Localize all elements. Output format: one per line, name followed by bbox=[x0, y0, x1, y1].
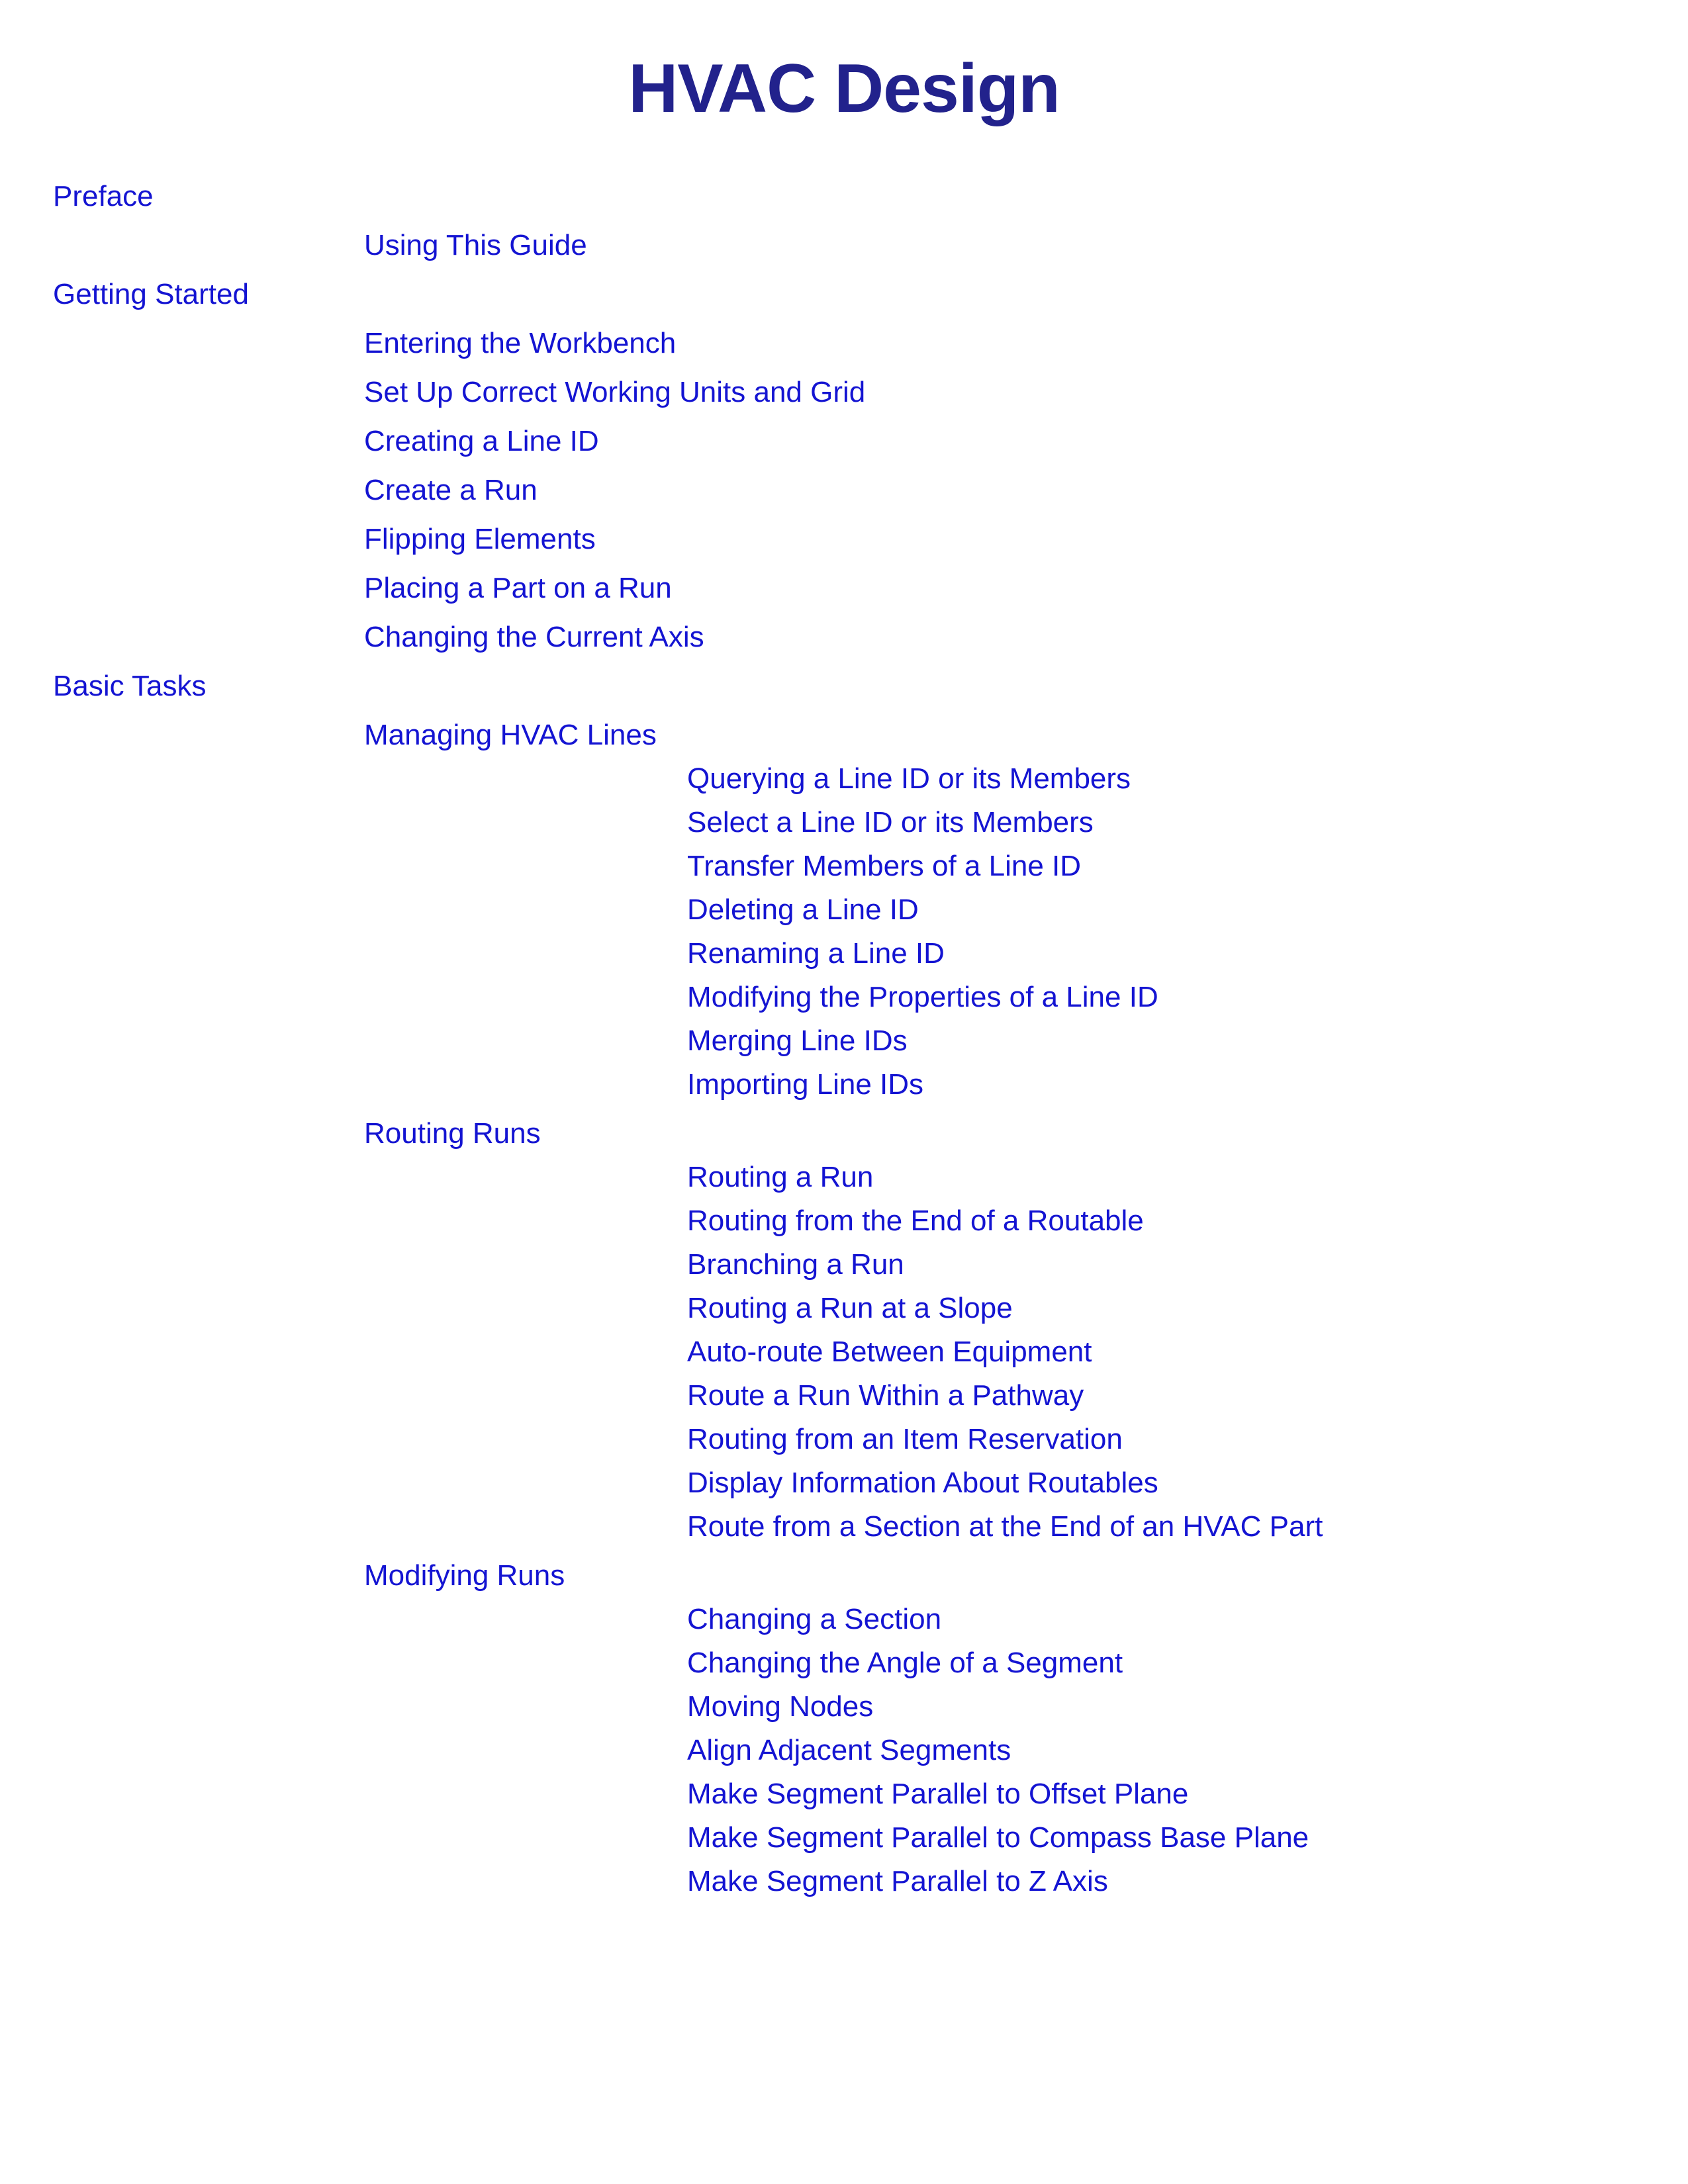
toc-row bbox=[53, 927, 1635, 971]
table-of-contents bbox=[53, 165, 1635, 1899]
toc-link[interactable]: Make Segment Parallel to Z Axis bbox=[687, 1865, 1108, 1898]
toc-link[interactable]: Route a Run Within a Pathway bbox=[687, 1379, 1084, 1412]
toc-link[interactable]: Create a Run bbox=[364, 474, 538, 507]
toc-link[interactable]: Basic Tasks bbox=[53, 670, 207, 703]
toc-link[interactable]: Routing a Run at a Slope bbox=[687, 1292, 1013, 1325]
toc-row bbox=[53, 752, 1635, 796]
toc-row bbox=[53, 1195, 1635, 1238]
toc-row bbox=[53, 1238, 1635, 1282]
toc-link[interactable]: Flipping Elements bbox=[364, 523, 596, 556]
toc-row bbox=[53, 1369, 1635, 1413]
toc-row bbox=[53, 1326, 1635, 1369]
toc-row bbox=[53, 606, 1635, 655]
toc-link[interactable]: Placing a Part on a Run bbox=[364, 572, 672, 605]
toc-row bbox=[53, 1811, 1635, 1855]
toc-link[interactable]: Moving Nodes bbox=[687, 1690, 874, 1723]
toc-link[interactable]: Transfer Members of a Line ID bbox=[687, 850, 1082, 883]
toc-row bbox=[53, 1500, 1635, 1544]
toc-link[interactable]: Entering the Workbench bbox=[364, 327, 677, 360]
toc-link[interactable]: Importing Line IDs bbox=[687, 1068, 924, 1101]
toc-link[interactable]: Select a Line ID or its Members bbox=[687, 806, 1094, 839]
toc-link[interactable]: Routing Runs bbox=[364, 1117, 541, 1150]
toc-row bbox=[53, 1637, 1635, 1680]
toc-row bbox=[53, 1680, 1635, 1724]
page-title: HVAC Design bbox=[628, 50, 1060, 127]
toc-link[interactable]: Creating a Line ID bbox=[364, 425, 599, 458]
toc-link[interactable]: Routing from an Item Reservation bbox=[687, 1423, 1123, 1456]
toc-row bbox=[53, 508, 1635, 557]
toc-row bbox=[53, 1855, 1635, 1899]
toc-row bbox=[53, 312, 1635, 361]
toc-row bbox=[53, 704, 1635, 752]
toc-link[interactable]: Route from a Section at the End of an HVAC Part bbox=[687, 1510, 1323, 1543]
toc-row bbox=[53, 1102, 1635, 1151]
toc-row bbox=[53, 1058, 1635, 1102]
toc-link[interactable]: Changing the Angle of a Segment bbox=[687, 1647, 1123, 1680]
toc-link[interactable]: Querying a Line ID or its Members bbox=[687, 762, 1131, 796]
toc-link[interactable]: Set Up Correct Working Units and Grid bbox=[364, 376, 866, 409]
toc-link[interactable]: Routing a Run bbox=[687, 1161, 874, 1194]
toc-row bbox=[53, 1544, 1635, 1593]
toc-row bbox=[53, 1457, 1635, 1500]
toc-row bbox=[53, 214, 1635, 263]
toc-link[interactable]: Routing from the End of a Routable bbox=[687, 1205, 1144, 1238]
toc-row bbox=[53, 557, 1635, 606]
toc-link[interactable]: Align Adjacent Segments bbox=[687, 1734, 1011, 1767]
toc-row bbox=[53, 655, 1635, 704]
toc-row bbox=[53, 971, 1635, 1015]
toc-row bbox=[53, 1724, 1635, 1768]
toc-link[interactable]: Make Segment Parallel to Offset Plane bbox=[687, 1778, 1189, 1811]
toc-link[interactable]: Make Segment Parallel to Compass Base Plane bbox=[687, 1821, 1309, 1854]
toc-row bbox=[53, 165, 1635, 214]
toc-row bbox=[53, 1282, 1635, 1326]
toc-link[interactable]: Using This Guide bbox=[364, 229, 587, 262]
toc-row bbox=[53, 263, 1635, 312]
toc-row bbox=[53, 840, 1635, 884]
toc-row bbox=[53, 884, 1635, 927]
toc-link[interactable]: Renaming a Line ID bbox=[687, 937, 945, 970]
toc-link[interactable]: Display Information About Routables bbox=[687, 1467, 1158, 1500]
toc-row bbox=[53, 1151, 1635, 1195]
toc-row bbox=[53, 796, 1635, 840]
toc-link[interactable]: Changing a Section bbox=[687, 1603, 942, 1636]
toc-row bbox=[53, 361, 1635, 410]
toc-link[interactable]: Changing the Current Axis bbox=[364, 621, 704, 654]
toc-link[interactable]: Auto-route Between Equipment bbox=[687, 1336, 1092, 1369]
toc-row bbox=[53, 1593, 1635, 1637]
toc-list bbox=[53, 165, 1635, 1899]
toc-link[interactable]: Modifying the Properties of a Line ID bbox=[687, 981, 1158, 1014]
toc-link[interactable]: Merging Line IDs bbox=[687, 1024, 908, 1058]
toc-link[interactable]: Deleting a Line ID bbox=[687, 893, 919, 927]
toc-link[interactable]: Branching a Run bbox=[687, 1248, 904, 1281]
toc-row bbox=[53, 1413, 1635, 1457]
toc-row bbox=[53, 1015, 1635, 1058]
toc-row bbox=[53, 410, 1635, 459]
toc-link[interactable]: Modifying Runs bbox=[364, 1559, 565, 1592]
toc-link[interactable]: Managing HVAC Lines bbox=[364, 719, 657, 752]
toc-row bbox=[53, 459, 1635, 508]
toc-link[interactable]: Preface bbox=[53, 180, 154, 213]
toc-link[interactable]: Getting Started bbox=[53, 278, 249, 311]
toc-row bbox=[53, 1768, 1635, 1811]
